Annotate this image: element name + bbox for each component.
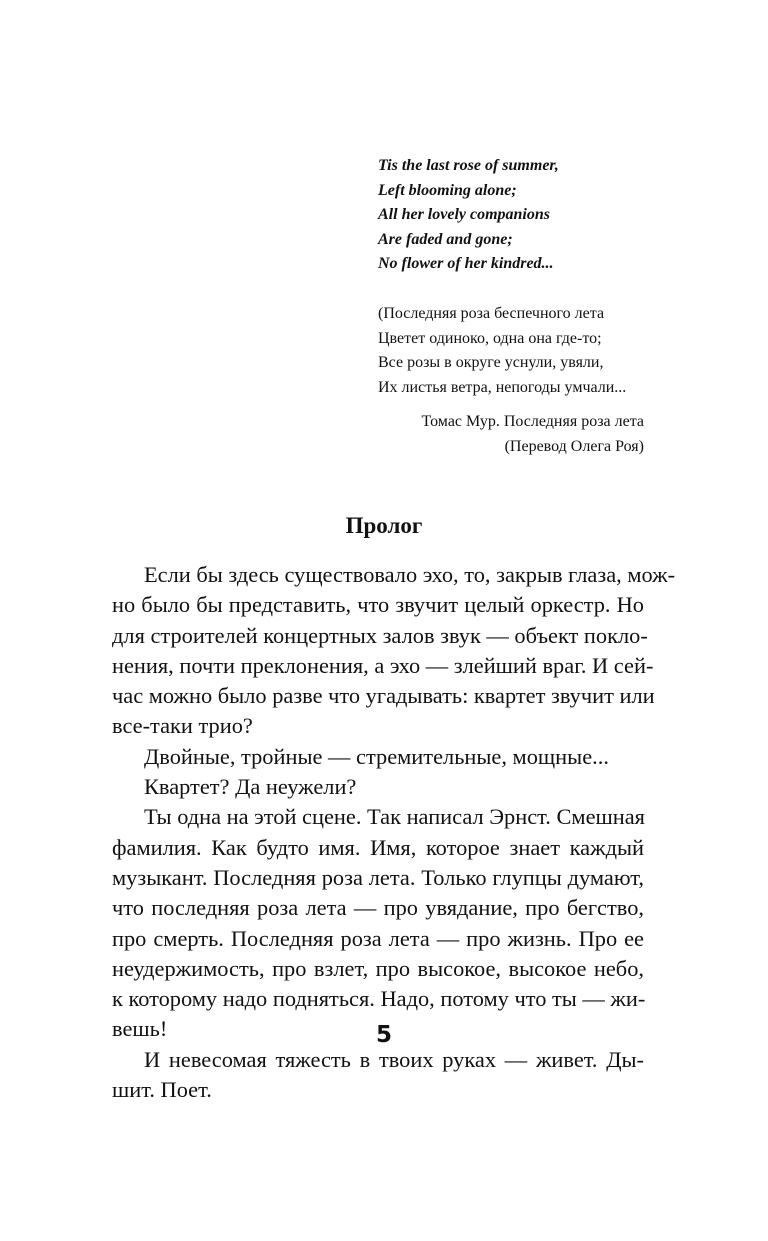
text-line: для строителей концертных залов звук — объект покло- [112, 622, 648, 648]
epigraph-english-line: All her lovely companions [378, 206, 550, 223]
text-line: вешь! [112, 1016, 168, 1042]
epigraph-english-line: No flower of her kindred... [378, 255, 554, 272]
text-line: Квартет? Да неужели? [144, 774, 357, 800]
epigraph-russian [378, 302, 698, 400]
text-line: что последняя роза лета — про увядание, про бегство, [112, 895, 644, 921]
text-line: И невесомая тяжесть в твоих руках — живет. Ды- [144, 1046, 644, 1072]
text-line: Двойные, тройные — стремительные, мощные... [144, 743, 609, 769]
text-line: шит. Поет. [112, 1077, 212, 1103]
text-line: все-таки трио? [112, 713, 253, 739]
text-line: Если бы здесь существовало эхо, то, закрыв глаза, мож- [144, 562, 676, 587]
paragraph [112, 1045, 644, 1106]
text-line: нения, почти преклонения, а эхо — злейший враг. И сей- [112, 652, 654, 678]
page-number: 5 [375, 1022, 392, 1048]
epigraph-english [378, 154, 698, 277]
text-line: к которому надо подняться. Надо, потому что ты — жи- [112, 986, 646, 1012]
text-line: но было бы представить, что звучит целый оркестр. Но [112, 592, 644, 618]
epigraph-english-line: Are faded and gone; [378, 230, 513, 248]
text-line: про смерть. Последняя роза лета — про жизнь. Про ее [112, 925, 644, 951]
epigraph-english-line: Tis the last rose of summer, [378, 157, 559, 174]
text-line: фамилия. Как будто имя. Имя, которое знает каждый [112, 834, 644, 860]
epigraph-english-line: Left blooming alone; [378, 181, 517, 199]
paragraph [112, 742, 644, 772]
attribution-line: (Перевод Олега Роя) [504, 438, 644, 455]
epigraph-russian-line: Все розы в округе уснули, увяли, [378, 354, 604, 371]
text-line: неудержимость, про взлет, про высокое, высокое небо, [112, 955, 644, 981]
paragraph [112, 802, 644, 1044]
epigraph-russian-line: Цветет одиноко, одна она где-то; [378, 329, 602, 347]
text-line: Ты одна на этой сцене. Так написал Эрнст. Смешная [144, 804, 645, 830]
epigraph-russian-line: (Последняя роза беспечного лета [378, 305, 605, 322]
text-line: час можно было разве что угадывать: квартет звучит или [112, 683, 655, 709]
epigraph-russian-line: Их листья ветра, непогоды умчали... [378, 378, 627, 396]
text-line: музыкант. Последняя роза лета. Только глупцы думают, [112, 864, 644, 890]
paragraph [112, 560, 676, 742]
attribution-line: Томас Мур. Последняя роза лета [421, 413, 644, 430]
chapter-title: Пролог [345, 513, 423, 538]
paragraph [112, 772, 644, 802]
epigraph-attribution [422, 409, 644, 459]
